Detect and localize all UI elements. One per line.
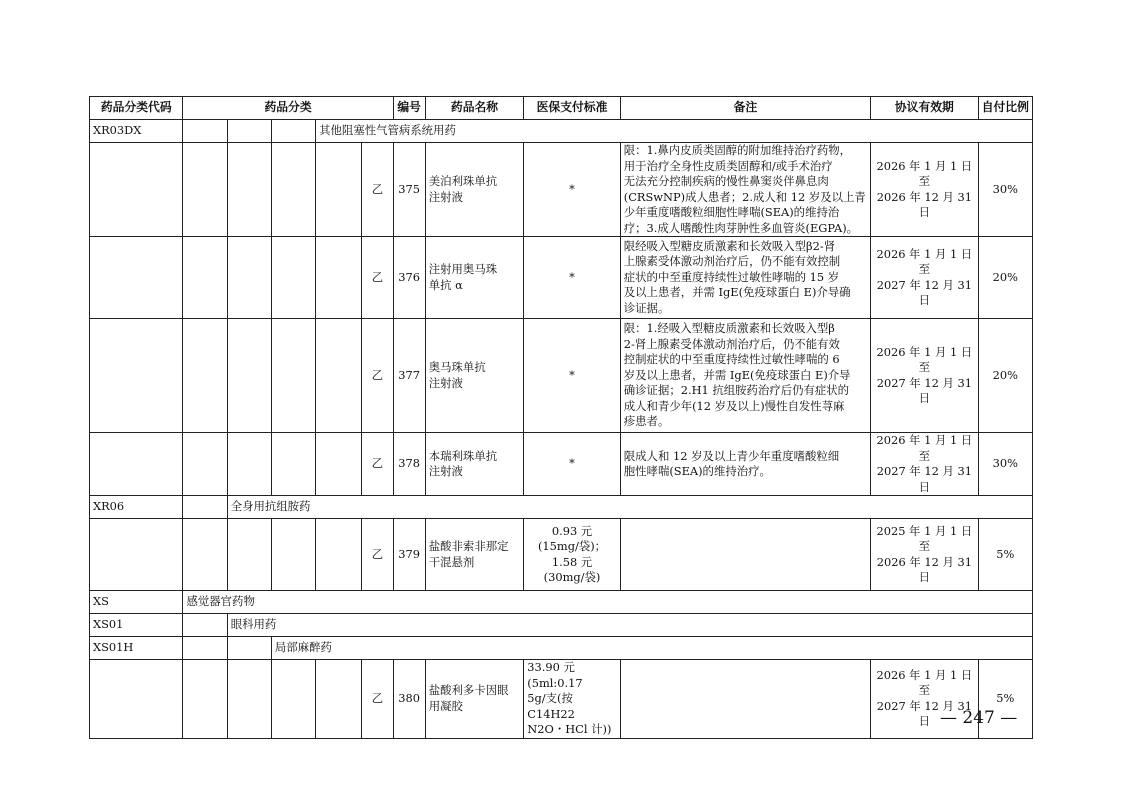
remarks: 限：1.鼻内皮质类固醇的附加维持治疗药物， 用于治疗全身性皮质类固醇和/或手术治疗 无法充分控制疾病的慢性鼻窦炎伴鼻息肉 (CRSwNP)成人患者；2.成人和 12 岁及以上青 少年重度嗜酸粒细胞性哮喘(SEA)的维持治 疗；3.成人嗜酸性肉芽肿性多血管炎(EGPA)。 <box>620 143 870 237</box>
section-name: 局部麻醉药 <box>271 637 1032 660</box>
validity-period: 2026 年 1 月 1 日至 2027 年 12 月 31 日 <box>871 319 979 433</box>
remarks: 限成人和 12 岁及以上青少年重度嗜酸粒细 胞性哮喘(SEA)的维持治疗。 <box>620 433 870 496</box>
header-code: 药品分类代码 <box>90 97 183 120</box>
table-row <box>90 319 1033 433</box>
remarks: 限：1.经吸入型糖皮质激素和长效吸入型β 2-肾上腺素受体激动剂治疗后，仍不能有效 控制症状的中至重度持续性过敏性哮喘的 6 岁及以上患者，并需 IgE(免疫球蛋白 E)介导 确诊证据；2.H1 抗组胺药治疗后仍有症状的 成人和青少年(12 岁及以上)慢性自发性荨麻 疹患者。 <box>620 319 870 433</box>
header-category: 药品分类 <box>183 97 393 120</box>
section-row-xr06 <box>90 496 1033 519</box>
section-code: XR06 <box>90 496 183 519</box>
self-pay-ratio: 30% <box>978 433 1032 496</box>
section-name: 全身用抗组胺药 <box>227 496 1032 519</box>
section-row-xr03dx <box>90 120 1033 143</box>
payment-standard: * <box>524 319 621 433</box>
drug-number: 376 <box>393 237 425 319</box>
drug-number: 380 <box>393 660 425 739</box>
header-validity: 协议有效期 <box>871 97 979 120</box>
self-pay-ratio: 20% <box>978 319 1032 433</box>
drug-name: 盐酸非索非那定 干混悬剂 <box>425 519 524 591</box>
section-row-xs <box>90 591 1033 614</box>
validity-period: 2026 年 1 月 1 日至 2027 年 12 月 31 日 <box>871 237 979 319</box>
drug-number: 379 <box>393 519 425 591</box>
table-row <box>90 237 1033 319</box>
payment-standard: * <box>524 237 621 319</box>
remarks <box>620 660 870 739</box>
validity-period: 2026 年 1 月 1 日至 2027 年 12 月 31 日 <box>871 660 979 739</box>
table-row <box>90 660 1033 739</box>
drug-number: 378 <box>393 433 425 496</box>
header-remarks: 备注 <box>620 97 870 120</box>
section-row-xs01h <box>90 637 1033 660</box>
drug-name: 美泊利珠单抗 注射液 <box>425 143 524 237</box>
drug-number: 375 <box>393 143 425 237</box>
validity-period: 2026 年 1 月 1 日至 2027 年 12 月 31 日 <box>871 433 979 496</box>
self-pay-ratio: 20% <box>978 237 1032 319</box>
section-name: 眼科用药 <box>227 614 1032 637</box>
drug-class: 乙 <box>362 660 393 739</box>
section-code: XR03DX <box>90 120 183 143</box>
section-row-xs01 <box>90 614 1033 637</box>
table-header-row <box>90 97 1033 120</box>
drug-class: 乙 <box>362 519 393 591</box>
section-code: XS <box>90 591 183 614</box>
header-standard: 医保支付标准 <box>524 97 621 120</box>
table-row <box>90 143 1033 237</box>
drug-number: 377 <box>393 319 425 433</box>
drug-class: 乙 <box>362 143 393 237</box>
payment-standard: * <box>524 143 621 237</box>
table-row <box>90 519 1033 591</box>
remarks <box>620 519 870 591</box>
section-name: 其他阻塞性气管病系统用药 <box>316 120 1033 143</box>
payment-standard: * <box>524 433 621 496</box>
drug-class: 乙 <box>362 433 393 496</box>
payment-standard: 33.90 元(5ml:0.17 5g/支(按 C14H22 N2O・HCl 计)) <box>524 660 621 739</box>
page-number: — 247 — <box>940 708 1018 728</box>
drug-name: 本瑞利珠单抗 注射液 <box>425 433 524 496</box>
header-ratio: 自付比例 <box>978 97 1032 120</box>
remarks: 限经吸入型糖皮质激素和长效吸入型β2-肾 上腺素受体激动剂治疗后，仍不能有效控制 症状的中至重度持续性过敏性哮喘的 15 岁 及以上患者，并需 IgE(免疫球蛋白 E)介导确 诊证据。 <box>620 237 870 319</box>
drug-name: 奥马珠单抗 注射液 <box>425 319 524 433</box>
self-pay-ratio: 30% <box>978 143 1032 237</box>
section-code: XS01H <box>90 637 183 660</box>
validity-period: 2026 年 1 月 1 日至 2026 年 12 月 31 日 <box>871 143 979 237</box>
drug-list-table <box>89 96 1033 739</box>
drug-class: 乙 <box>362 237 393 319</box>
self-pay-ratio: 5% <box>978 660 1032 739</box>
payment-standard: 0.93 元 (15mg/袋)； 1.58 元 (30mg/袋) <box>524 519 621 591</box>
header-name: 药品名称 <box>425 97 524 120</box>
section-name: 感觉器官药物 <box>183 591 1033 614</box>
header-number: 编号 <box>393 97 425 120</box>
drug-name: 盐酸利多卡因眼 用凝胶 <box>425 660 524 739</box>
table-row <box>90 433 1033 496</box>
self-pay-ratio: 5% <box>978 519 1032 591</box>
drug-class: 乙 <box>362 319 393 433</box>
section-code: XS01 <box>90 614 183 637</box>
validity-period: 2025 年 1 月 1 日至 2026 年 12 月 31 日 <box>871 519 979 591</box>
drug-name: 注射用奥马珠 单抗 α <box>425 237 524 319</box>
